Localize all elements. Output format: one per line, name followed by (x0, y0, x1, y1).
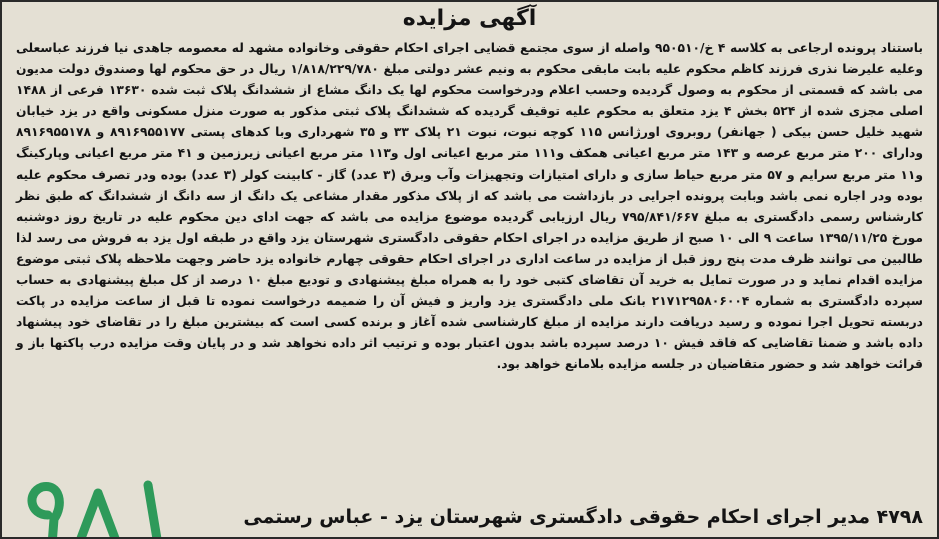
notice-title: آگهی مزایده (402, 6, 537, 31)
handwritten-number-mark (8, 475, 188, 539)
notice-body: باستناد پرونده ارجاعی به کلاسه ۴ خ/۹۵۰۵۱۰ واصله از سوی مجتمع قضایی اجرای احکام حقوقی وخانواده مشهد له معصومه جاهدی نیا فرزند عباسعلی وعلیه علیرضا نذری فرزند کاظم محکوم علیه بابت مابقی محکوم به ونیم عشر دولتی مبلغ ۱/۸۱۸/۲۲۹/۷۸۰ ریال در حق محکوم لها وصندوق دولت مدیون می باشد که قسمتی از محکوم به وصول گردیده وحسب اعلام ودرخواست محکوم لها یک دانگ مشاع از ششدانگ پلاک ثبت شده ۱۳۶۳۰ فرعی از ۱۴۸۸ اصلی مجزی شده از ۵۲۴ بخش ۴ یزد متعلق به محکوم علیه توقیف گردیده که ششدانگ پلاک ثبتی مذکور به صورت منزل مسکونی واقع در یزد خیابان شهید خلیل حسن بیکی ( جهانفر) روبروی اورژانس ۱۱۵ کوچه نبوت، نبوت ۲۱ پلاک ۳۳ و ۳۵ شهرداری وبا کدهای پستی ۸۹۱۶۹۵۵۱۷۷ و ۸۹۱۶۹۵۵۱۷۸ ودارای ۲۰۰ متر مربع عرصه و ۱۴۳ متر مربع اعیانی همکف و۱۱۱ متر مربع اعیانی اول و۱۱۳ متر مربع اعیانی زیرزمین و ۴۱ متر مربع اعیانی وپارکینگ و۱۱ متر مربع سرایم و ۵۷ متر مربع حیاط سازی و دارای امتیازات وتجهیزات وآب وبرق (۳ عدد) گاز - کابینت کولر (۳ عدد) بوده ودر تصرف محکوم علیه بوده ودر اجاره نمی باشد وبابت پرونده اجرایی در بازداشت می باشد که از پلاک مذکور مقدار مشاعی یک دانگ از سه دانگ از ششدانگ که طبق نظر کارشناس رسمی دادگستری به مبلغ ۷۹۵/۸۴۱/۶۶۷ ریال ارزیابی گردیده موضوع مزایده می باشد که جهت ادای دین محکوم علیه در تاریخ روز دوشنبه مورخ ۱۳۹۵/۱۱/۲۵ ساعت ۹ الی ۱۰ صبح از طریق مزایده در اجرای احکام حقوقی دادگستری شهرستان یزد واقع در طبقه اول یزد به فروش می رسد لذا طالبین می توانند ظرف مدت پنج روز قبل از مزایده در ساعت اداری در اجرای احکام حقوقی چهارم خانواده یزد حاضر وجهت ملاحظه پلاک ثبتی موضوع مزایده اقدام نماید و در صورت تمایل به خرید آن تقاضای کتبی خود را به همراه مبلغ پیشنهادی و تودیع مبلغ ۱۰ درصد از کل مبلغ پیشنهادی به حساب سپرده دادگستری به شماره ۲۱۷۱۲۹۵۸۰۶۰۰۴ بانک ملی دادگستری یزد واریز و فیش آن را ضمیمه درخواست نموده تا قبل از ساعت مزایده در پاکت دربسته تحویل اجرا نموده و رسید دریافت دارند مزایده از مبلغ کارشناسی شده آغاز و برنده کسی است که بیشترین مبلغ را در تقاضای خود پیشنهاد داده باشد و ضمنا تقاضایی که فاقد فیش ۱۰ درصد سپرده باشد بدون اعتبار بوده و ترتیب اثر داده نخواهد شد و در پایان وقت مزایده درب پاکتها باز و قرائت خواهد شد و حضور متقاضیان در جلسه مزایده بلامانع خواهد بود. (16, 41, 924, 372)
notice-signature: ۴۷۹۸ مدیر اجرای احکام حقوقی دادگستری شهرستان یزد - عباس رستمی (243, 506, 923, 528)
